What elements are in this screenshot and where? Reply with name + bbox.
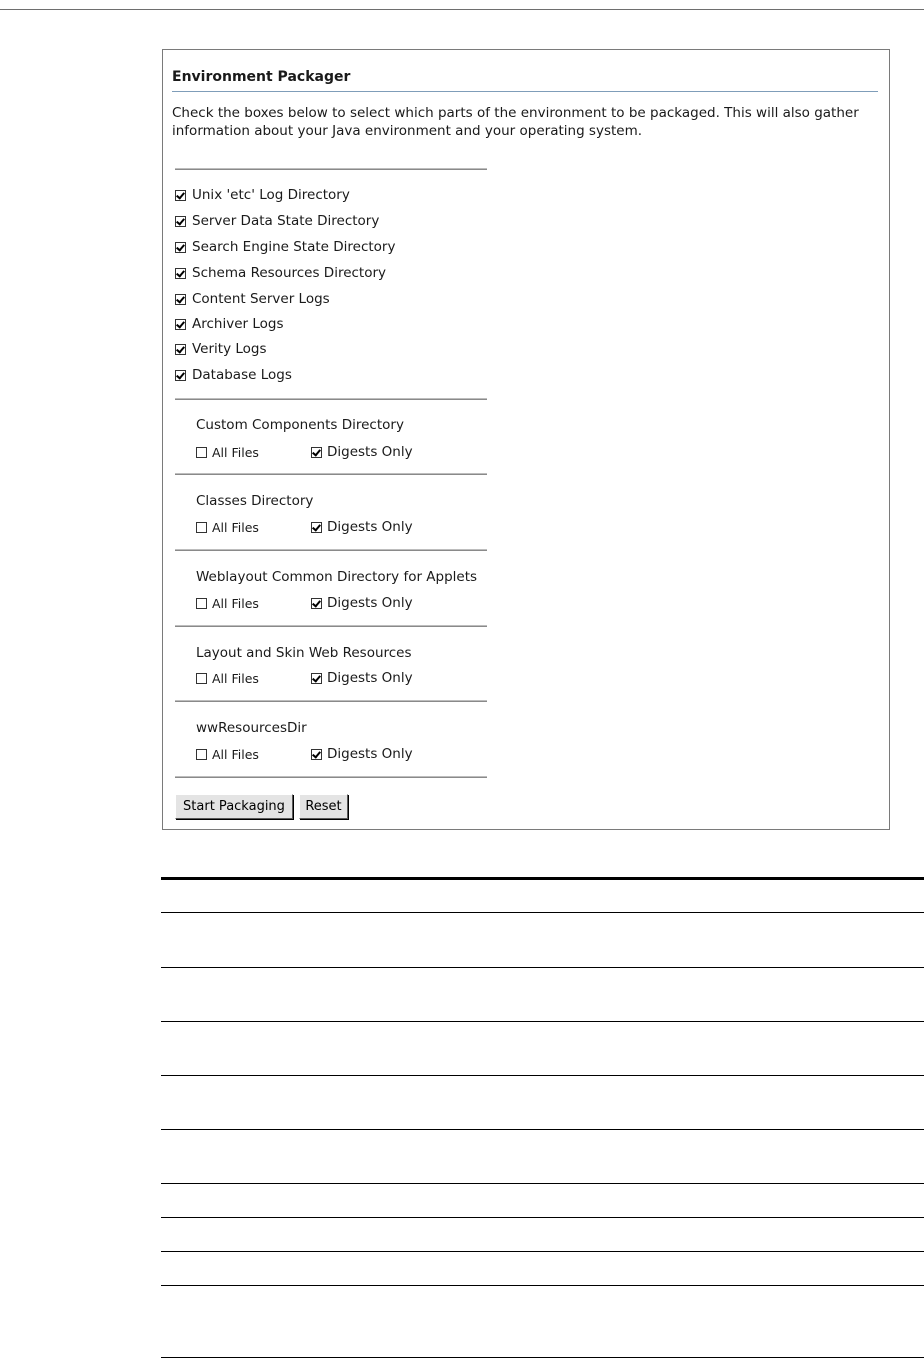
table-row-rule — [161, 1129, 924, 1130]
table-top-rule — [161, 877, 924, 880]
checkbox[interactable] — [175, 242, 186, 253]
table-row-rule — [161, 967, 924, 968]
reset-button[interactable]: Reset — [299, 794, 348, 819]
option-label: All Files — [212, 519, 259, 535]
group-title-weblayout-common: Weblayout Common Directory for Applets — [196, 569, 478, 585]
checkbox[interactable] — [196, 673, 207, 684]
separator — [175, 473, 487, 475]
checkbox-label: Schema Resources Directory — [192, 265, 387, 281]
digests-only-option[interactable] — [311, 669, 413, 687]
table-row-rule — [161, 1251, 924, 1252]
digests-only-option[interactable] — [311, 745, 413, 763]
checkbox[interactable] — [311, 749, 322, 760]
page-top-rule — [0, 9, 924, 10]
group-title-layout-skin: Layout and Skin Web Resources — [196, 645, 412, 661]
separator — [175, 549, 487, 551]
option-label: All Files — [212, 444, 259, 460]
checkbox[interactable] — [175, 344, 186, 355]
digests-only-option[interactable] — [311, 443, 413, 461]
checkbox-row-database-logs[interactable] — [175, 365, 292, 385]
option-label: Digests Only — [327, 595, 413, 611]
checkbox[interactable] — [175, 216, 186, 227]
checkbox-row-schema-resources[interactable] — [175, 263, 386, 283]
all-files-option[interactable] — [196, 669, 259, 687]
checkbox[interactable] — [175, 294, 186, 305]
option-label: Digests Only — [327, 444, 413, 460]
checkbox[interactable] — [311, 598, 322, 609]
option-label: All Files — [212, 670, 259, 686]
checkbox-label: Content Server Logs — [192, 291, 330, 307]
group-title-wwresourcesdir: wwResourcesDir — [196, 720, 307, 736]
checkbox[interactable] — [175, 190, 186, 201]
all-files-option[interactable] — [196, 745, 259, 763]
checkbox[interactable] — [196, 749, 207, 760]
separator — [175, 398, 487, 400]
option-label: Digests Only — [327, 746, 413, 762]
checkbox[interactable] — [196, 522, 207, 533]
group-title-custom-components: Custom Components Directory — [196, 417, 404, 433]
start-packaging-button[interactable]: Start Packaging — [175, 794, 293, 819]
checkbox[interactable] — [311, 447, 322, 458]
checkbox[interactable] — [311, 522, 322, 533]
option-label: Digests Only — [327, 670, 413, 686]
checkbox[interactable] — [175, 268, 186, 279]
table-row-rule — [161, 1217, 924, 1218]
separator — [175, 625, 487, 627]
checkbox-row-server-data-state[interactable] — [175, 211, 379, 231]
digests-only-option[interactable] — [311, 518, 413, 536]
checkbox-row-verity-logs[interactable] — [175, 339, 267, 359]
checkbox[interactable] — [175, 319, 186, 330]
separator — [175, 168, 487, 170]
checkbox-label: Server Data State Directory — [192, 213, 380, 229]
table-row-rule — [161, 1357, 924, 1358]
option-label: All Files — [212, 746, 259, 762]
option-label: Digests Only — [327, 519, 413, 535]
panel-description: Check the boxes below to select which parts of the environment to be packaged. This will also gather information about your Java environment and your operating system. — [172, 105, 859, 139]
separator — [175, 776, 487, 778]
table-row-rule — [161, 1183, 924, 1184]
checkbox-label: Unix 'etc' Log Directory — [192, 187, 350, 203]
checkbox[interactable] — [311, 673, 322, 684]
all-files-option[interactable] — [196, 443, 259, 461]
table-row-rule — [161, 1021, 924, 1022]
table-row-rule — [161, 1075, 924, 1076]
checkbox-label: Database Logs — [192, 367, 292, 383]
checkbox[interactable] — [196, 598, 207, 609]
table-row-rule — [161, 912, 924, 913]
checkbox[interactable] — [175, 370, 186, 381]
group-title-classes: Classes Directory — [196, 493, 314, 509]
checkbox-label: Verity Logs — [192, 341, 267, 357]
checkbox-row-archiver-logs[interactable] — [175, 314, 284, 334]
all-files-option[interactable] — [196, 594, 259, 612]
separator — [175, 700, 487, 702]
checkbox[interactable] — [196, 447, 207, 458]
table-row-rule — [161, 1285, 924, 1286]
checkbox-row-content-server-logs[interactable] — [175, 289, 330, 309]
checkbox-label: Archiver Logs — [192, 316, 284, 332]
checkbox-label: Search Engine State Directory — [192, 239, 396, 255]
checkbox-row-search-engine-state[interactable] — [175, 237, 395, 257]
all-files-option[interactable] — [196, 518, 259, 536]
environment-packager-panel — [162, 49, 890, 830]
digests-only-option[interactable] — [311, 594, 413, 612]
checkbox-row-unix-etc-log[interactable] — [175, 185, 350, 205]
panel-title: Environment Packager — [172, 69, 878, 92]
option-label: All Files — [212, 595, 259, 611]
